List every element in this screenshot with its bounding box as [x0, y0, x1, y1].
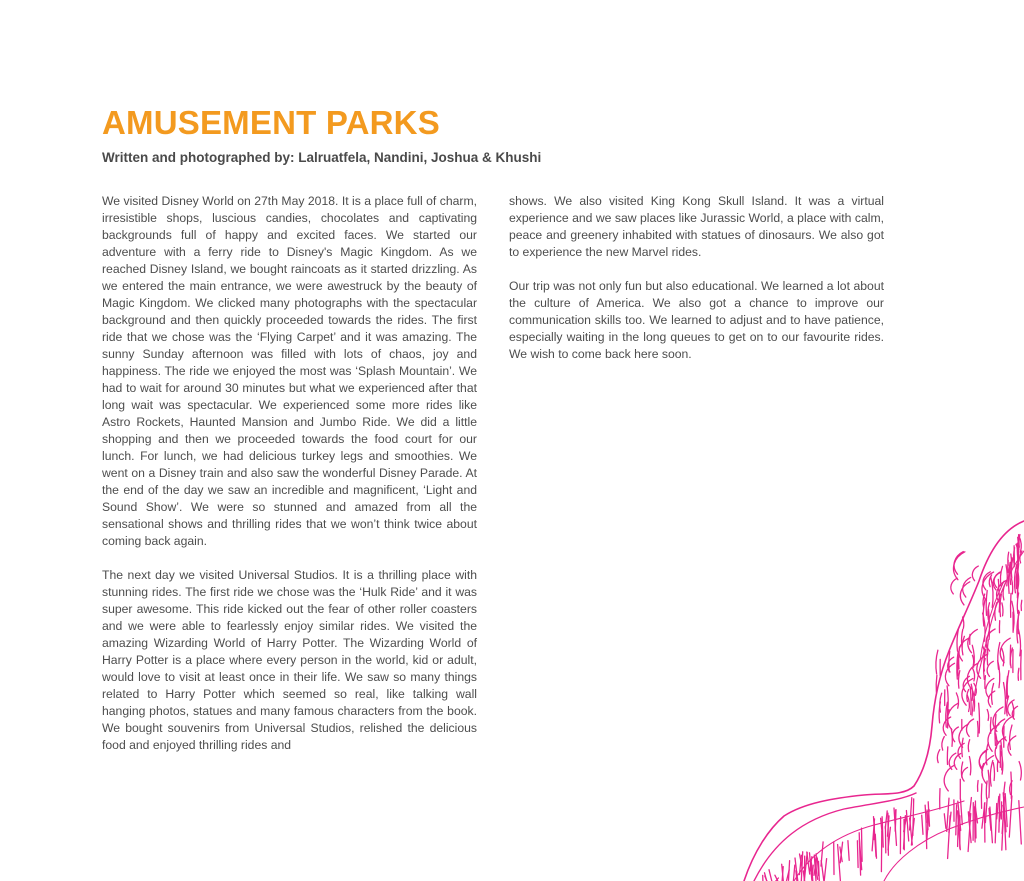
- paragraph-conclusion: Our trip was not only fun but also educational. We learned a lot about the culture of America. We also got a chance to improve our communication skills too. We learned to adjust and to have patience, especially waiting in the long queues to get on to our favourite rides. We wish to come back here soon.: [509, 279, 884, 361]
- paragraph-disney-world: We visited Disney World on 27th May 2018. It is a place full of charm, irresistible shops, luscious candies, chocolates and captivating backgrounds full of happy and excited faces. We started our adventure with a ferry ride to Disney's Magic Kingdom. As we reached Disney Island, we bought raincoats as it started drizzling. As we entered the main entrance, we were awestruck by the beauty of Magic Kingdom. We clicked many photographs with the spectacular background and then quickly proceeded towards the rides. The first ride that we chose was the ‘Flying Carpet’ and it was amazing. The sunny Sunday afternoon was filled with lots of chaos, joy and happiness. The ride we enjoyed the most was ‘Splash Mountain’. We had to wait for around 30 minutes but what we experienced after that long wait was spectacular. We experienced some more rides like Astro Rockets, Haunted Mansion and Jumbo Ride. We did a little shopping and then we proceeded towards the food court for our lunch. For lunch, we had delicious turkey legs and smoothies. We went on a Disney train and also saw the wonderful Disney Parade. At the end of the day we saw an incredible and magnificent, ‘Light and Sound Show’. We were so stunned and amazed from all the sensational shows and thrilling rides that we won’t think twice about coming back again.: [102, 194, 477, 548]
- article-column-left: [102, 193, 477, 771]
- article-column-right: [509, 193, 884, 380]
- article-byline: Written and photographed by: Lalruatfela, Nandini, Joshua & Khushi: [102, 150, 542, 165]
- paragraph-king-kong: shows. We also visited King Kong Skull Island. It was a virtual experience and we saw places like Jurassic World, a place with calm, peace and greenery inhabited with statues of dinosaurs. We also got to experience the new Marvel rides.: [509, 194, 884, 259]
- article-title: AMUSEMENT PARKS: [102, 104, 440, 141]
- paragraph-universal-studios: The next day we visited Universal Studios. It is a thrilling place with stunning rides. The first ride we chose was the ‘Hulk Ride’ and it was super awesome. This ride kicked out the fear of other roller coasters and we were able to fearlessly enjoy similar rides. We visited the amazing Wizarding World of Harry Potter. The Wizarding World of Harry Potter is a place where every person in the world, kid or adult, would love to visit at least once in their life. We saw so many things related to Harry Potter which seemed so real, like talking wall hanging photos, statues and many famous characters from the book. We bought souvenirs from Universal Studios, relished the delicious food and enjoyed thrilling rides and: [102, 568, 477, 752]
- king-kong-sketch-icon: [734, 511, 1024, 881]
